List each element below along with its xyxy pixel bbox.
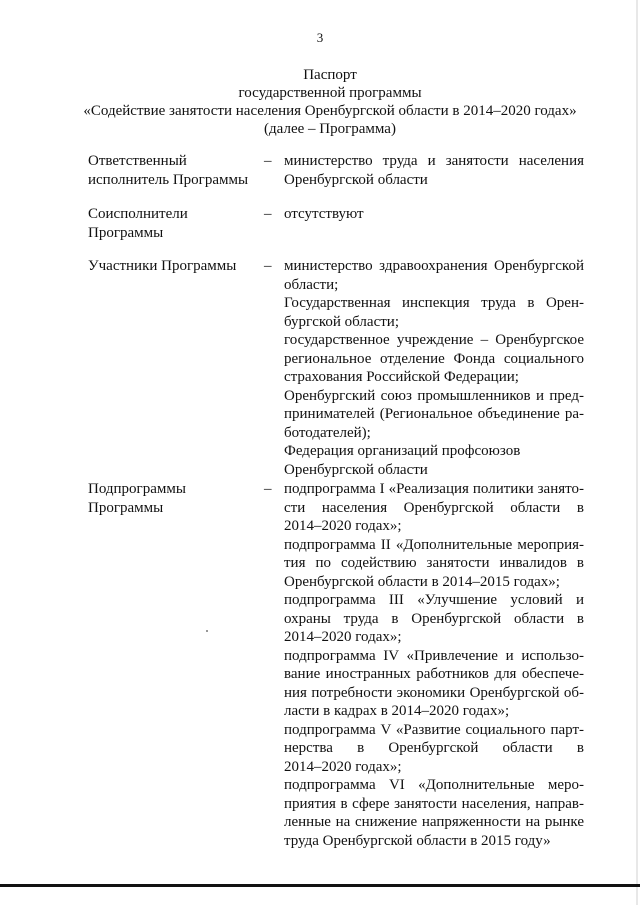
- row-value-line: министерство труда и занятости населения: [284, 153, 584, 169]
- row-value-line: министерство здравоохранения Оренбургской: [284, 258, 584, 274]
- row-value-line: области;: [284, 276, 339, 293]
- row-value-line: подпрограмма VI «Дополнительные меро-: [284, 777, 584, 793]
- row-value-line: Оренбургской области: [284, 461, 428, 478]
- row-value: [284, 152, 584, 189]
- row-value: [284, 257, 584, 479]
- row-value-line: ния потребности экономики Оренбургской об-: [284, 684, 584, 701]
- row-label: [88, 205, 258, 242]
- row-value-line: приятия в сфере занятости населения, направ-: [284, 795, 584, 812]
- row-label-line: Участники Программы: [88, 258, 237, 274]
- row-dash: –: [264, 153, 272, 169]
- row-value-line: труда Оренбургской области в 2015 году»: [284, 832, 551, 849]
- title-line: государственной программы: [238, 85, 422, 101]
- row-value-line: ласти в кадрах в 2014–2020 годах»;: [284, 703, 510, 719]
- title-line: (далее – Программа): [264, 121, 396, 137]
- row-label-line: Соисполнители: [88, 206, 188, 222]
- row-value-line: государственное учреждение – Оренбургское: [284, 332, 584, 348]
- title-line: Паспорт: [303, 67, 357, 83]
- row-value-line: подпрограмма V «Развитие социального парт-: [284, 721, 584, 738]
- bottom-rule: [0, 884, 640, 887]
- row-label-line: Ответственный: [88, 153, 187, 169]
- row-value-line: охраны труда в Оренбургской области в: [284, 610, 584, 627]
- row-label-line: Программы: [88, 224, 164, 241]
- row-dash: –: [264, 206, 272, 222]
- row-value-line: принимателей (Региональное объединение ра-: [284, 406, 584, 422]
- row-label: [88, 152, 258, 189]
- row-value-line: 2014–2020 годах»;: [284, 758, 402, 775]
- row-value-line: 2014–2020 годах»;: [284, 518, 402, 534]
- passport-title: [60, 66, 600, 138]
- title-line: «Содействие занятости населения Оренбургской области в 2014–2020 годах»: [83, 103, 577, 119]
- row-value-line: вание иностранных работников для обеспече-: [284, 666, 584, 682]
- row-value: [284, 480, 584, 850]
- scan-speck: [206, 630, 208, 632]
- row-value-line: отсутствуют: [284, 206, 364, 222]
- row-label-line: Программы: [88, 499, 164, 516]
- row-value-line: подпрограмма I «Реализация политики занято-: [284, 481, 584, 497]
- row-value-line: подпрограмма III «Улучшение условий и: [284, 592, 584, 608]
- row-value-line: Оренбургский союз промышленников и пред-: [284, 387, 584, 404]
- row-value-line: подпрограмма IV «Привлечение и использо-: [284, 647, 584, 664]
- row-value-line: Оренбургской области: [284, 171, 428, 188]
- row-value-line: страхования Российской Федерации;: [284, 369, 519, 385]
- row-value: [284, 205, 584, 224]
- row-value-line: подпрограмма II «Дополнительные мероприя-: [284, 536, 584, 553]
- row-dash: –: [264, 481, 272, 497]
- row-value-line: региональное отделение Фонда социального: [284, 350, 584, 367]
- row-value-line: 2014–2020 годах»;: [284, 629, 402, 645]
- page-number: 3: [316, 30, 324, 45]
- row-value-line: нерства в Оренбургской области в: [284, 740, 584, 756]
- row-value-line: сти населения Оренбургской области в: [284, 499, 584, 516]
- row-label: [88, 480, 258, 517]
- row-label-line: исполнитель Программы: [88, 171, 249, 188]
- row-value-line: ботодателей);: [284, 424, 371, 441]
- row-label-line: Подпрограммы: [88, 481, 186, 497]
- row-value-line: тия по содействию занятости инвалидов в: [284, 555, 584, 571]
- row-value-line: ленные на снижение напряженности на рынке: [284, 814, 584, 830]
- row-value-line: Государственная инспекция труда в Орен-: [284, 295, 584, 311]
- row-value-line: Оренбургской области в 2014–2015 годах»;: [284, 573, 560, 590]
- row-dash: –: [264, 258, 272, 274]
- row-value-line: Федерация организаций профсоюзов: [284, 443, 521, 459]
- scan-edge-shadow: [636, 0, 638, 905]
- row-value-line: бургской области;: [284, 313, 399, 330]
- row-label: [88, 257, 258, 276]
